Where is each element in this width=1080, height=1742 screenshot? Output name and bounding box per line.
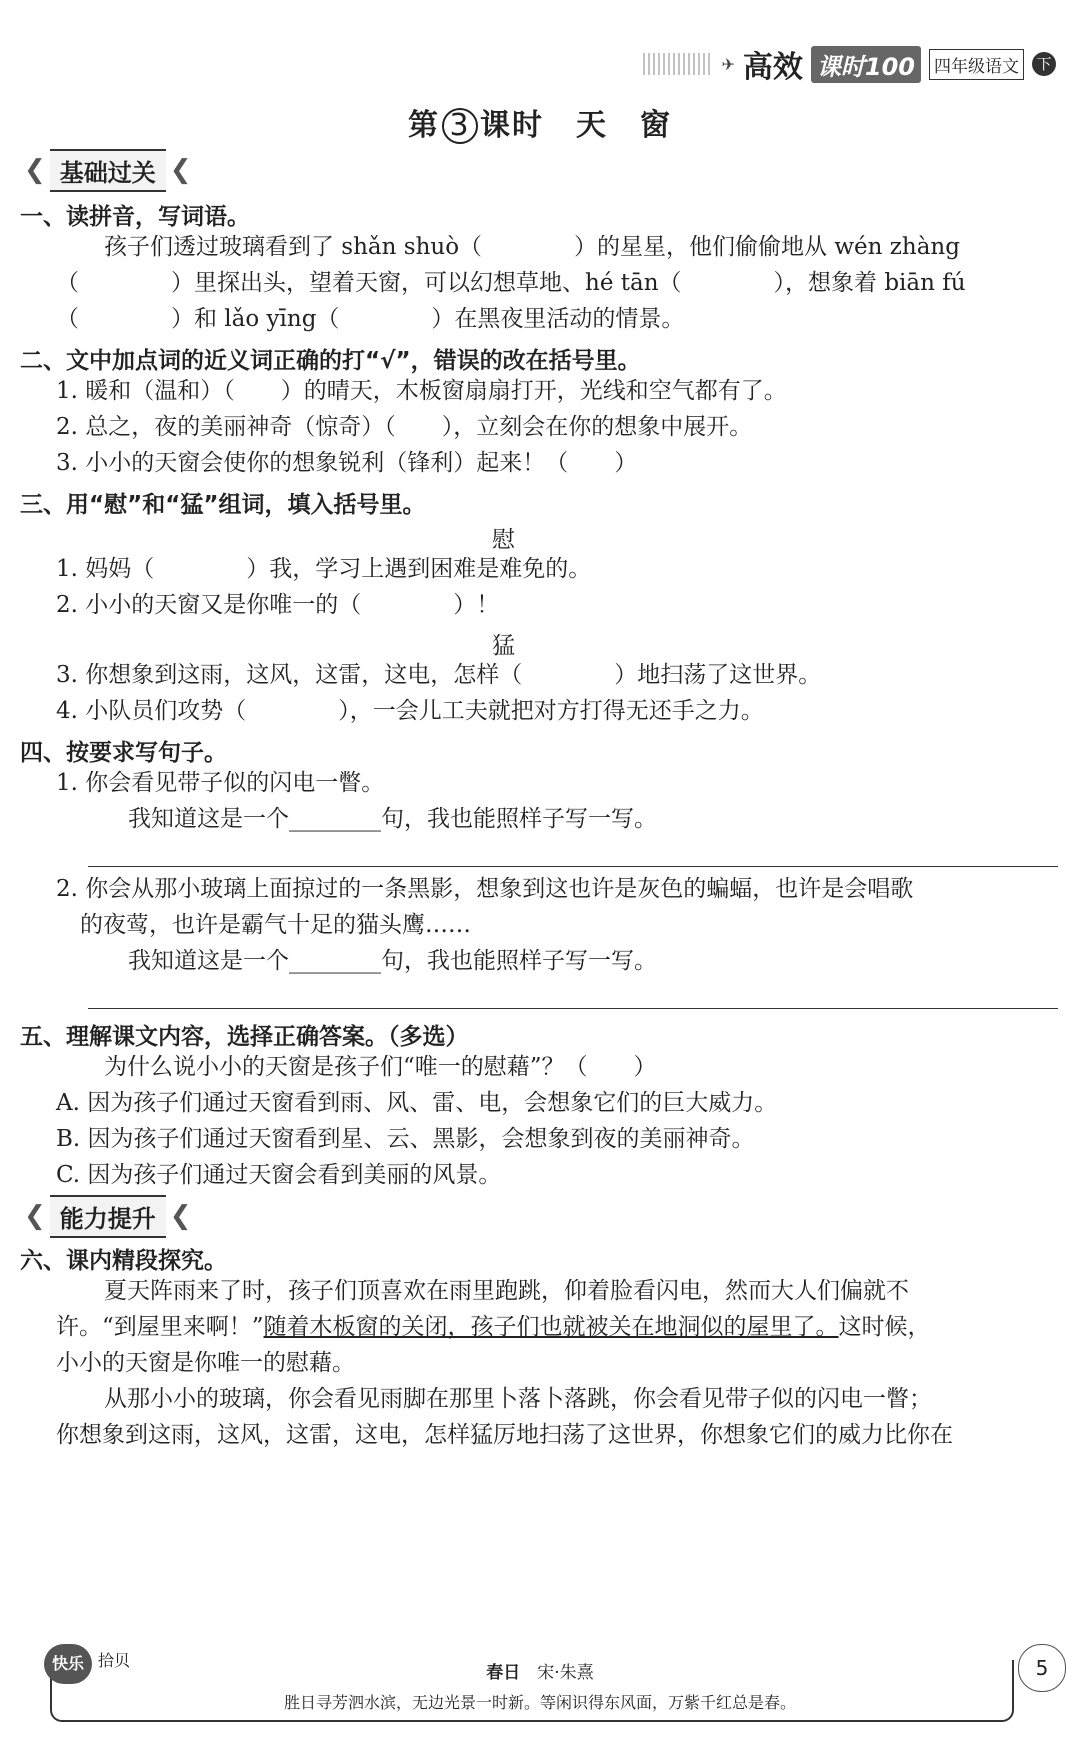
section-heading-6: 六、课内精段探究。 xyxy=(20,1248,227,1274)
option-b[interactable]: B. 因为孩子们通过天窗看到星、云、黑影，会想象到夜的美丽神奇。 xyxy=(56,1126,755,1152)
s6-line-3: 小小的天窗是你唯一的慰藉。 xyxy=(56,1350,355,1376)
s1-line-1: 孩子们透过玻璃看到了 shǎn shuò（ ）的星星，他们偷偷地从 wén zhàng xyxy=(104,234,960,260)
banner-basics: ❮ 基础过关 ❮ xyxy=(20,150,196,190)
section-heading-4: 四、按要求写句子。 xyxy=(20,740,227,766)
page-number: 5 xyxy=(1018,1644,1066,1692)
s3-line-3: 3. 你想象到这雨，这风，这雷，这电，怎样（ ）地扫荡了这世界。 xyxy=(56,662,822,688)
option-c[interactable]: C. 因为孩子们通过天窗会看到美丽的风景。 xyxy=(56,1162,502,1188)
s6-line-5: 你想象到这雨，这风，这雷，这电，怎样猛厉地扫荡了这世界，你想象它们的威力比你在 xyxy=(56,1422,953,1448)
s2-line-2: 2. 总之，夜的美丽神奇（惊奇）（ ），立刻会在你的想象中展开。 xyxy=(56,414,753,440)
s6-line-2: 许。“到屋里来啊！”随着木板窗的关闭，孩子们也就被关在地洞似的屋里了。这时候， xyxy=(56,1314,931,1340)
footer-tag: 拾贝 xyxy=(98,1651,131,1670)
word-wei: 慰 xyxy=(492,527,515,553)
s5-question: 为什么说小小的天窗是孩子们“唯一的慰藉”？（ ） xyxy=(104,1054,657,1080)
answer-line-1[interactable] xyxy=(88,866,1058,867)
chevron-left-icon: ❮ xyxy=(24,1201,46,1231)
banner-ability: ❮ 能力提升 ❮ xyxy=(20,1196,196,1236)
s3-line-1: 1. 妈妈（ ）我，学习上遇到困难是难免的。 xyxy=(56,556,592,582)
chevron-left-icon: ❮ xyxy=(169,155,192,185)
logo-icon: ✈ xyxy=(721,54,735,74)
s4-line-2a: 2. 你会从那小玻璃上面掠过的一条黑影，想象到这也许是灰色的蝙蝠，也许是会唱歌 xyxy=(56,876,914,902)
brand-main: 高效 xyxy=(742,50,803,85)
s1-line-3: （ ）和 lǎo yīng（ ）在黑夜里活动的情景。 xyxy=(56,306,685,332)
section-heading-3: 三、用“慰”和“猛”组词，填入括号里。 xyxy=(20,492,426,518)
s4-prompt-1: 我知道这是一个________句，我也能照样子写一写。 xyxy=(128,806,657,832)
s4-line-2b: 的夜莺，也许是霸气十足的猫头鹰…… xyxy=(80,912,471,938)
underlined-sentence: 随着木板窗的关闭，孩子们也就被关在地洞似的屋里了。 xyxy=(263,1314,839,1340)
section-heading-5: 五、理解课文内容，选择正确答案。（多选） xyxy=(20,1024,469,1050)
lesson-name: 天 窗 xyxy=(576,108,672,143)
lesson-number: 3 xyxy=(442,108,478,144)
word-meng: 猛 xyxy=(492,633,515,659)
decor-dots xyxy=(643,53,713,75)
brand-sub: 课时100 xyxy=(811,46,921,83)
s6-line-1: 夏天阵雨来了时，孩子们顶喜欢在雨里跑跳，仰着脸看闪电，然而大人们偏就不 xyxy=(104,1278,909,1304)
footer-poem-box xyxy=(20,1640,1060,1724)
chevron-left-icon: ❮ xyxy=(169,1201,192,1231)
volume-badge: 下 xyxy=(1032,52,1056,76)
chevron-left-icon: ❮ xyxy=(24,155,46,185)
answer-line-2[interactable] xyxy=(88,1008,1058,1009)
s4-line-1: 1. 你会看见带子似的闪电一瞥。 xyxy=(56,770,385,796)
s6-line-4: 从那小小的玻璃，你会看见雨脚在那里卜落卜落跳，你会看见带子似的闪电一瞥； xyxy=(104,1386,932,1412)
s4-prompt-2: 我知道这是一个________句，我也能照样子写一写。 xyxy=(128,948,657,974)
s2-line-3: 3. 小小的天窗会使你的想象锐利（锋利）起来！（ ） xyxy=(56,450,638,476)
poem-title: 春日 宋·朱熹 xyxy=(486,1663,594,1683)
page-title: 第 3 课时 天 窗 xyxy=(408,108,672,143)
happy-badge: 快乐 xyxy=(44,1644,92,1684)
poem-text: 胜日寻芳泗水滨，无边光景一时新。等闲识得东风面，万紫千红总是春。 xyxy=(283,1693,796,1712)
s3-line-4: 4. 小队员们攻势（ ），一会儿工夫就把对方打得无还手之力。 xyxy=(56,698,764,724)
header xyxy=(643,44,1056,84)
s2-line-1: 1. 暖和（温和）（ ）的晴天，木板窗扇扇打开，光线和空气都有了。 xyxy=(56,378,787,404)
s3-line-2: 2. 小小的天窗又是你唯一的（ ）！ xyxy=(56,592,500,618)
section-heading-2: 二、文中加点词的近义词正确的打“√”，错误的改在括号里。 xyxy=(20,348,641,374)
s1-line-2: （ ）里探出头，望着天窗，可以幻想草地、hé tān（ ），想象着 biān fú xyxy=(56,270,966,296)
option-a[interactable]: A. 因为孩子们通过天窗看到雨、风、雷、电，会想象它们的巨大威力。 xyxy=(56,1090,778,1116)
grade-label: 四年级语文 xyxy=(929,49,1024,80)
section-heading-1: 一、读拼音，写词语。 xyxy=(20,204,250,230)
